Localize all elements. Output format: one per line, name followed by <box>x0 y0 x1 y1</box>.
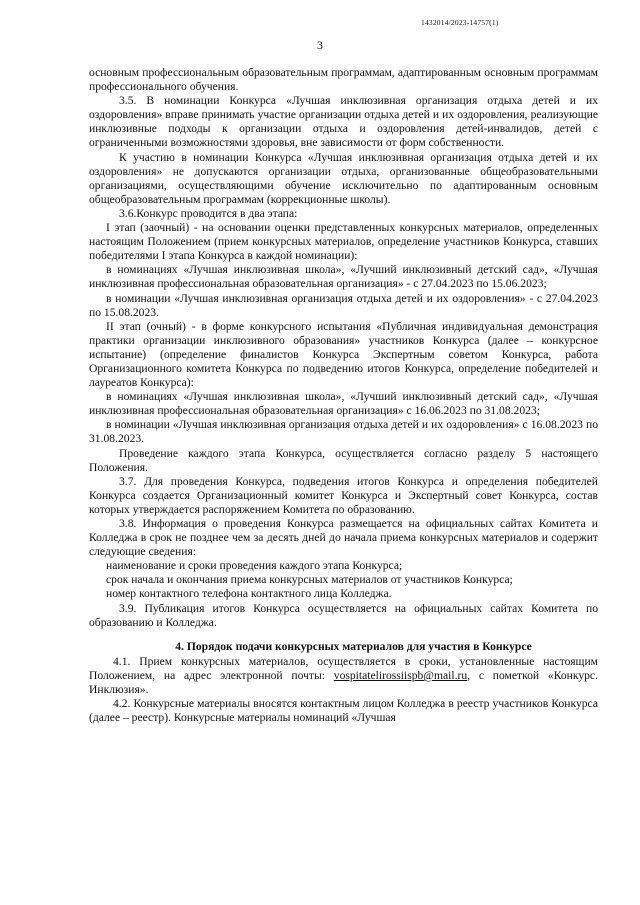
paragraph: основным профессиональным образовательным программам, адаптированным основным программам профессионального обучения. <box>89 66 598 94</box>
paragraph <box>89 655 598 697</box>
list-item: номер контактного телефона контактного лица Колледжа. <box>106 587 392 601</box>
paragraph-text: 4.1. Прием конкурсных материалов, осуществляется в сроки, установленные настоящим Положением, на адрес электронной почты: <box>89 654 598 682</box>
paragraph: в номинациях «Лучшая инклюзивная школа», «Лучший инклюзивный детский сад», «Лучшая инклюзивная профессиональная образовательная организация» с 16.06.2023 по 31.08.2023; <box>89 390 598 418</box>
page-number: 3 <box>317 38 323 52</box>
document-number: 1432014/2023-14757(1) <box>421 18 499 27</box>
paragraph: 4.2. Конкурсные материалы вносятся контактным лицом Колледжа в реестр участников Конкурса (далее – реестр). Конкурсные материалы номинаций «Лучшая <box>89 697 598 725</box>
paragraph: Проведение каждого этапа Конкурса, осуществляется согласно разделу 5 настоящего Положения. <box>89 446 598 474</box>
list-item: наименование и сроки проведения каждого этапа Конкурса; <box>106 559 403 573</box>
section-heading: 4. Порядок подачи конкурсных материалов для участия в Конкурсе <box>175 639 532 653</box>
paragraph: в номинации «Лучшая инклюзивная организация отдыха детей и их оздоровления» - с 27.04.2023 по 15.08.2023. <box>89 291 598 319</box>
email-link[interactable]: vospitatelirossiispb@mail.ru <box>333 668 468 682</box>
document-body <box>89 66 598 725</box>
paragraph: II этап (очный) - в форме конкурсного испытания «Публичная индивидуальная демонстрация практики организации инклюзивного образования» участников Конкурса (далее – конкурсное испытание) (определение финалистов Конкурса Экспертным советом Конкурса, работа Организационного комитета Конкурса по подведению итогов Конкурса, определение победителей и лауреатов Конкурса): <box>89 319 598 390</box>
paragraph: 3.6.Конкурс проводится в два этапа: <box>119 206 298 220</box>
paragraph: в номинации «Лучшая инклюзивная организация отдыха детей и их оздоровления» с 16.08.2023 по 31.08.2023. <box>89 418 598 446</box>
paragraph: 3.8. Информация о проведения Конкурса размещается на официальных сайтах Комитета и Колледжа в срок не позднее чем за десять дней до начала приема конкурсных материалов и содержит следующие сведения: <box>89 517 598 559</box>
paragraph: 3.9. Публикация итогов Конкурса осуществляется на официальных сайтах Комитета по образованию и Колледжа. <box>89 601 598 629</box>
paragraph: в номинациях «Лучшая инклюзивная школа», «Лучший инклюзивный детский сад», «Лучшая инклюзивная профессиональная образовательная организация» - с 27.04.2023 по 15.06.2023; <box>89 263 598 291</box>
list-item: срок начала и окончания приема конкурсных материалов от участников Конкурса; <box>106 573 513 587</box>
paragraph: 3.5. В номинации Конкурса «Лучшая инклюзивная организация отдыха детей и их оздоровления» вправе принимать участие организации отдыха детей и их оздоровления, реализующие инклюзивные подходы к организации отдыха и оздоровления детей-инвалидов, детей с ограниченными возможностями здоровья, вне зависимости от форм собственности. <box>89 94 598 150</box>
paragraph: 3.7. Для проведения Конкурса, подведения итогов Конкурса и определения победителей Конкурса создается Организационный комитет Конкурса и Экспертный совет Конкурса, состав которых утверждается распоряжением Комитета по образованию. <box>89 474 598 516</box>
paragraph: I этап (заочный) - на основании оценки представленных конкурсных материалов, определенных настоящим Положением (прием конкурсных материалов, определение участников Конкурса, ставших победителями I этапа Конкурса в каждой номинации): <box>89 221 598 263</box>
paragraph: К участию в номинации Конкурса «Лучшая инклюзивная организация отдыха детей и их оздоровления» не допускаются организации отдыха, организованные общеобразовательными организациями, осуществляющими обучение исключительно по адаптированным основным общеобразовательным программам (коррекционные школы). <box>89 150 598 206</box>
paragraph-text: , с пометкой «Конкурс. Инклюзия». <box>89 668 598 697</box>
